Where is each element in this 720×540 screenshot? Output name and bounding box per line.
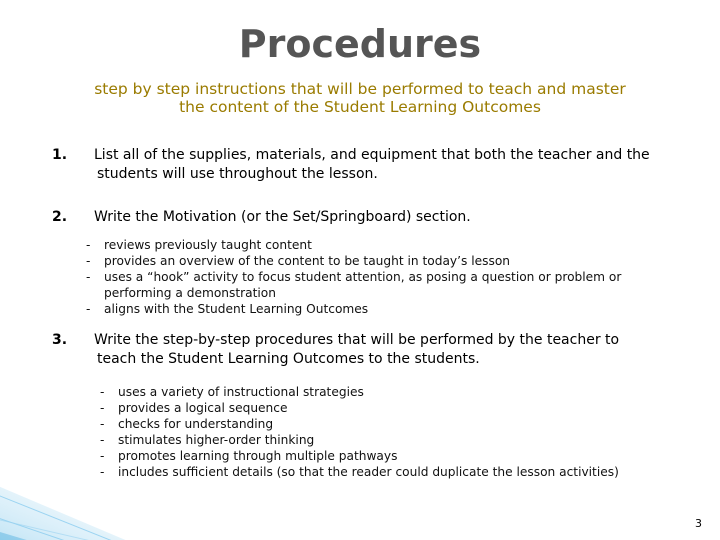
item-2-number: 2. [52, 209, 68, 225]
bullet-text: uses a “hook” activity to focus student attention, as posing a question or problem or [104, 270, 622, 284]
list-item [86, 301, 621, 317]
dash-marker: - [86, 254, 91, 268]
bullet-text: provides a logical sequence [118, 401, 288, 415]
list-item [86, 237, 621, 253]
list-item [86, 253, 621, 269]
dash-marker: - [100, 401, 105, 415]
item-1-line-2: students will use throughout the lesson. [97, 166, 378, 182]
slide-title: Procedures [238, 22, 482, 66]
bullet-text: stimulates higher-order thinking [118, 433, 315, 447]
subtitle-line-2: the content of the Student Learning Outcomes [179, 98, 541, 116]
subtitle-line-1: step by step instructions that will be performed to teach and master [94, 80, 626, 98]
item-1-line-1: List all of the supplies, materials, and equipment that both the teacher and the [94, 147, 650, 163]
dash-marker: - [100, 385, 105, 399]
list-item [100, 448, 619, 464]
list-item [100, 384, 619, 400]
item-1-number: 1. [52, 147, 68, 163]
bullet-text: uses a variety of instructional strategies [118, 385, 364, 399]
item-3-number: 3. [52, 332, 68, 348]
list-item [100, 432, 619, 448]
dash-marker: - [86, 302, 91, 316]
page-number: 3 [695, 517, 702, 530]
dash-marker: - [100, 449, 105, 463]
item-2-line-1: Write the Motivation (or the Set/Springboard) section. [94, 209, 471, 225]
slide-subtitle [40, 80, 680, 116]
item-3-line-2: teach the Student Learning Outcomes to the students. [97, 351, 480, 367]
item-1-text [94, 146, 684, 184]
bullet-text: promotes learning through multiple pathways [118, 449, 398, 463]
item-3-line-1: Write the step-by-step procedures that will be performed by the teacher to [94, 332, 620, 348]
bullet-text: reviews previously taught content [104, 238, 312, 252]
item-3-bullets [100, 384, 619, 480]
dash-marker: - [86, 238, 91, 252]
dash-marker: - [100, 417, 105, 431]
bullet-text: includes sufficient details (so that the reader could duplicate the lesson activities) [118, 465, 619, 479]
bullet-continuation: performing a demonstration [104, 286, 276, 300]
list-item [100, 464, 619, 480]
dash-marker: - [100, 465, 105, 479]
list-item [86, 269, 621, 285]
item-3-text [94, 331, 684, 369]
bullet-text: provides an overview of the content to be taught in today’s lesson [104, 254, 511, 268]
item-2-text [94, 208, 684, 227]
bullet-text: checks for understanding [118, 417, 274, 431]
list-item [100, 416, 619, 432]
dash-marker: - [100, 433, 105, 447]
bullet-text: aligns with the Student Learning Outcomes [104, 302, 369, 316]
list-item [100, 400, 619, 416]
dash-marker: - [86, 270, 91, 284]
item-2-bullets [86, 237, 621, 317]
